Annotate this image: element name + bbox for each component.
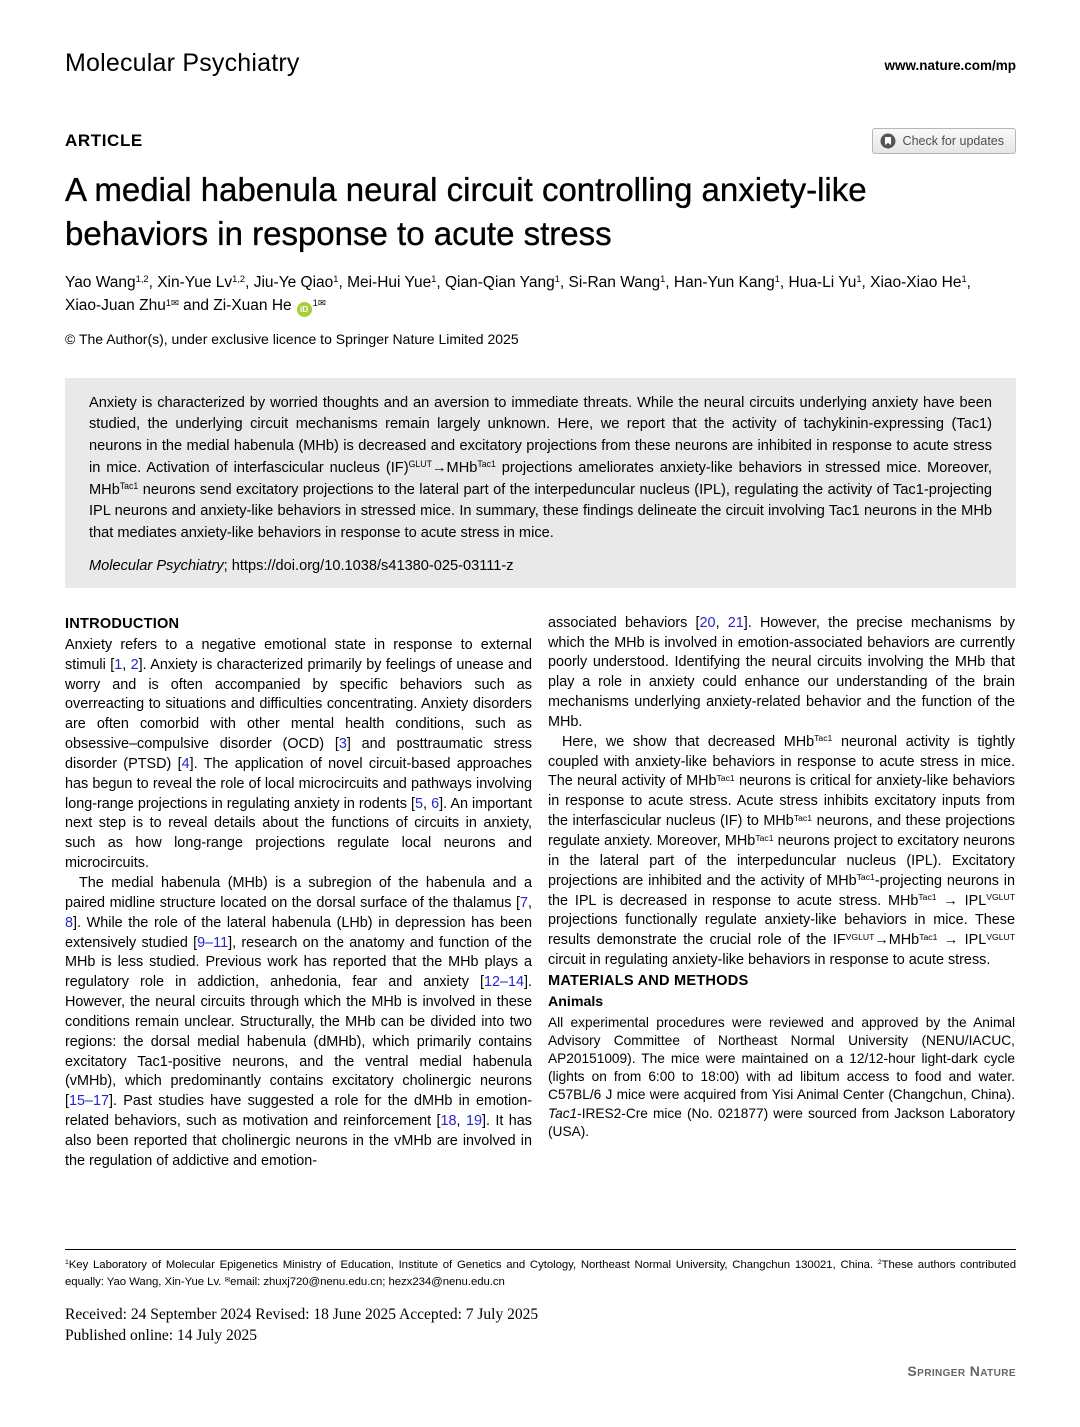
reference-link[interactable]: 8	[65, 914, 74, 931]
superscript: 1	[961, 274, 967, 285]
reference-link[interactable]: 5	[415, 795, 424, 812]
superscript: VGLUT	[845, 931, 875, 942]
affiliation-footnote: $^1$Key Laboratory of Molecular Epigenetics Ministry of Education, Institute of Genetics and Cytology, Northeast Normal University, Changchun 130021, China. $^2$These authors contributed equally: Yao Wang, Xin-Yue Lv. ✉email: zhuxj720@nenu.edu.cn; hezx234@nenu.edu.cn	[65, 1259, 1016, 1289]
superscript: VGLUT	[986, 892, 1015, 903]
article-title-line1: A medial habenula neural circuit controlling anxiety-like	[65, 171, 867, 208]
introduction-heading: INTRODUCTION	[65, 615, 180, 632]
animals-paragraph: All experimental procedures were reviewed and approved by the Animal Advisory Committee of Northeast Normal University (NENU/IACUC, AP20151009). The mice were maintained on a 12/12-hour light-dark cycle (lights on from 6:00 to 18:00) with ad libitum access to food and water. C57BL/6 J mice were acquired from Yisi Animal Center (Changchun, China). Tac1-IRES2-Cre mice (No. 021877) were sourced from Jackson Laboratory (USA).	[548, 1014, 1015, 1139]
superscript: Tac1	[793, 812, 813, 823]
superscript: 1	[774, 274, 780, 285]
article-type-row	[65, 128, 1016, 154]
superscript: 1	[431, 274, 437, 285]
left-column	[65, 614, 532, 1172]
superscript: 1✉	[312, 297, 326, 308]
reference-link[interactable]: 15–17	[69, 1093, 110, 1110]
superscript: Tac1	[814, 733, 833, 744]
reference-link[interactable]: 6	[431, 795, 440, 812]
reference-link[interactable]: 4	[181, 755, 190, 772]
superscript: GLUT	[408, 459, 432, 470]
introduction-paragraph-4: Here, we show that decreased MHb$^{Tac1}$ neuronal activity is tightly coupled with anxiety-like behaviors in response to acute stress in mice. The neural activity of MHb$^{Tac1}$ neurons is critical for anxiety-like behaviors in response to acute stress. Acute stress inhibits excitatory inputs from the interfascicular nucleus (IF) to MHb$^{Tac1}$ neurons, and these projections regulate anxiety. Moreover, MHb$^{Tac1}$ neurons project to excitatory neurons in the lateral part of the interpeduncular nucleus (IPL). Excitatory projections are inhibited and the activity of MHb$^{Tac1}$-projecting neurons in the IPL is decreased in response to acute stress. $MHb^{Tac1} \to IPL^{VGLUT}$ projections functionally regulate anxiety-like behaviors in mice. These results demonstrate the crucial role of the $IF^{VGLUT}\to MHb^{Tac1} \to IPL^{VGLUT}$ circuit in regulating anxiety-like behaviors in response to acute stress.	[548, 733, 1015, 969]
author-line-2: Xiao-Juan Zhu$^{1✉}$ and Zi-Xuan He $iD^{1✉}$	[65, 294, 1016, 317]
reference-link[interactable]: 18	[440, 1113, 457, 1130]
reference-link[interactable]: 9–11	[197, 934, 229, 951]
reference-link[interactable]: 20	[699, 614, 716, 631]
article-body-columns	[65, 614, 1016, 1172]
doi-link[interactable]: https://doi.org/10.1038/s41380-025-03111-z	[231, 557, 514, 574]
abstract-text: Anxiety is characterized by worried thoughts and an aversion to immediate threats. While the neural circuits underlying anxiety have been studied, the underlying circuit mechanisms remain largely unknown. Here, we report that the activity of tachykinin-expressing (Tac1) neurons in the medial habenula (MHb) is decreased and excitatory projections from these neurons are inhibited in response to acute stress in mice. Activation of interfascicular nucleus (IF)$^{GLUT}$→MHb$^{Tac1}$ projections ameliorates anxiety-like behaviors in stressed mice. Moreover, MHb$^{Tac1}$ neurons send excitatory projections to the lateral part of the interpeduncular nucleus (IPL), regulating the activity of Tac1-projecting IPL neurons and anxiety-like behaviors in stressed mice. In summary, these findings delineate the circuit involving Tac1 neurons in the MHb that mediates anxiety-like behaviors in response to acute stress in mice.	[89, 394, 992, 541]
citation-doi-line: Molecular Psychiatry; https://doi.org/10.1038/s41380-025-03111-z	[89, 557, 514, 574]
superscript: 1✉	[165, 297, 179, 308]
copyright-line: © The Author(s), under exclusive licence to Springer Nature Limited 2025	[65, 330, 519, 347]
check-for-updates-label: Check for updates	[902, 134, 1004, 148]
reference-link[interactable]: 19	[465, 1113, 482, 1130]
journal-url-link[interactable]: www.nature.com/mp	[884, 58, 1016, 73]
superscript: 2	[877, 1259, 882, 1267]
author-line-1: Yao Wang$^{1,2}$, Xin-Yue Lv$^{1,2}$, Jiu-Ye Qiao$^1$, Mei-Hui Yue$^1$, Qian-Qian Yang$^1$, Si-Ran Wang$^1$, Han-Yun Kang$^1$, Hua-Li Yu$^1$, Xiao-Xiao He$^1$,	[65, 274, 971, 292]
superscript: 1	[660, 274, 666, 285]
superscript: Tac1	[119, 480, 139, 491]
superscript: 1,2	[135, 274, 149, 285]
superscript: VGLUT	[986, 931, 1015, 942]
introduction-paragraph-1: Anxiety refers to a negative emotional state in response to external stimuli [1, 2]. Anxiety is characterized primarily by feelings of unease and worry and is often accompanied by specific behaviors such as overreacting to situations and difficulties concentrating. Anxiety disorders are often comorbid with other mental health conditions, such as obsessive–compulsive disorder (OCD) [3] and posttraumatic stress disorder (PTSD) [4]. The application of novel circuit-based approaches has begun to reveal the role of local microcircuits and pathways involving long-range projections in regulating anxiety in rodents [5, 6]. An important next step is to reveal details about the functions of circuits in anxiety, such as how long-range projections regulate local neurons and microcircuits.	[65, 636, 532, 872]
superscript: Tac1	[919, 931, 938, 942]
superscript: Tac1	[856, 872, 875, 883]
methods-heading: MATERIALS AND METHODS	[548, 972, 749, 989]
superscript: 1	[65, 1259, 69, 1267]
reference-link[interactable]: 21	[727, 614, 744, 631]
superscript: Tac1	[716, 773, 735, 783]
journal-header	[65, 0, 1016, 78]
journal-title: Molecular Psychiatry	[65, 49, 300, 77]
superscript: 1	[554, 274, 560, 285]
superscript: Tac1	[755, 832, 774, 843]
article-title	[65, 168, 1016, 255]
reference-link[interactable]: 7	[519, 894, 528, 911]
envelope-icon: ✉	[224, 1276, 231, 1284]
introduction-paragraph-3: associated behaviors [20, 21]. However, the precise mechanisms by which the MHb is involved in emotion-associated behaviors are currently poorly understood. Identifying the neural circuits involving the MHb that play a role in anxiety could enhance our understanding of the brain mechanisms underlying anxiety-related behavior and the function of the MHb.	[548, 614, 1015, 730]
article-type-label: ARTICLE	[65, 131, 143, 150]
crossmark-icon	[880, 133, 896, 149]
orcid-icon[interactable]: iD	[297, 302, 312, 317]
footnote-block	[65, 1249, 1016, 1345]
springer-nature-logo: Springer Nature	[907, 1363, 1016, 1379]
reference-link[interactable]: 3	[338, 736, 347, 753]
article-title-line2: behaviors in response to acute stress	[65, 214, 612, 252]
abstract-box	[65, 378, 1016, 588]
superscript: Tac1	[477, 459, 496, 470]
animals-subheading: Animals	[548, 994, 604, 1011]
published-online-line: Published online: 14 July 2025	[65, 1327, 258, 1345]
superscript: 1,2	[232, 274, 246, 285]
author-list	[65, 271, 1016, 318]
check-for-updates-button[interactable]	[872, 128, 1016, 154]
italic-text: Tac1	[548, 1105, 578, 1121]
reference-link[interactable]: 1	[114, 656, 123, 673]
superscript: 1	[333, 274, 339, 285]
superscript: Tac1	[918, 892, 937, 903]
superscript: 1	[856, 274, 862, 285]
right-column	[548, 614, 1015, 1172]
footnote-divider	[65, 1249, 1016, 1250]
reference-link[interactable]: 2	[130, 656, 139, 673]
introduction-paragraph-2: The medial habenula (MHb) is a subregion of the habenula and a paired midline structure located on the dorsal surface of the thalamus [7, 8]. While the role of the lateral habenula (LHb) in depression has been extensively studied [9–11], research on the anatomy and function of the MHb is less studied. Previous work has reported that the MHb plays a regulatory role in addiction, anhedonia, fear and anxiety [12–14]. However, the neural circuits through which the MHb is involved in these conditions remain unclear. Structurally, the MHb can be divided into two regions: the dorsal medial habenula (dMHb), which primarily contains excitatory Tac1-positive neurons, and the ventral medial habenula (vMHb), which predominantly contains excitatory cholinergic neurons [15–17]. Past studies have suggested a role for the dMHb in emotion-related behaviors, such as motivation and reinforcement [18, 19]. It has also been reported that cholinergic neurons in the vMHb are involved in the regulation of addictive and emotion-	[65, 874, 532, 1169]
italic-text: Molecular Psychiatry	[89, 557, 224, 574]
received-dates-line: Received: 24 September 2024 Revised: 18 June 2025 Accepted: 7 July 2025	[65, 1306, 539, 1324]
reference-link[interactable]: 12–14	[483, 974, 524, 991]
